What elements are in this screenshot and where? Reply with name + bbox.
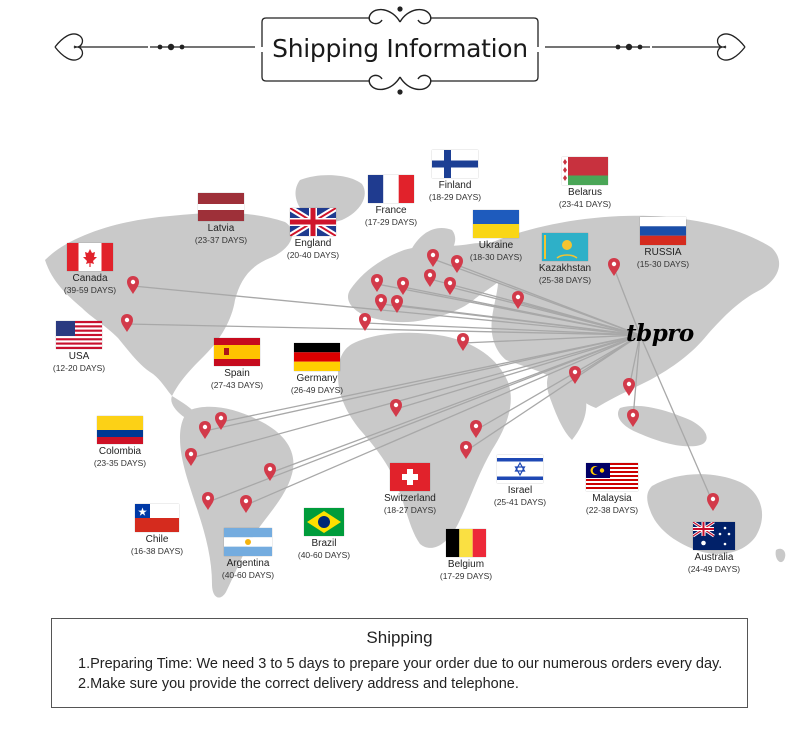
header — [0, 0, 800, 100]
country-name: Chile — [145, 534, 169, 545]
country-name: Switzerland — [384, 493, 436, 504]
delivery-days: (23-37 DAYS) — [194, 235, 248, 245]
delivery-days: (24-49 DAYS) — [687, 564, 741, 574]
country-name: Brazil — [311, 538, 337, 549]
country-usa — [24, 321, 134, 374]
country-name: Finland — [438, 180, 472, 191]
shipping-note-1: 1.Preparing Time: We need 3 to 5 days to prepare your order due to our numerous orders every day. — [78, 656, 723, 672]
map-pin-icon — [623, 378, 635, 396]
delivery-days: (26-49 DAYS) — [290, 385, 344, 395]
belgium-flag-icon — [446, 529, 486, 557]
country-name: USA — [68, 351, 90, 362]
delivery-days: (16-38 DAYS) — [130, 546, 184, 556]
country-name: Latvia — [207, 223, 235, 234]
country-australia — [659, 522, 769, 575]
delivery-days: (22-38 DAYS) — [585, 505, 639, 515]
delivery-days: (17-29 DAYS) — [439, 571, 493, 581]
country-name: Colombia — [98, 446, 142, 457]
france-flag-icon — [368, 175, 414, 203]
country-name: Germany — [296, 373, 338, 384]
delivery-days: (12-20 DAYS) — [52, 363, 106, 373]
shipping-title: Shipping — [366, 628, 433, 647]
delivery-days: (25-41 DAYS) — [493, 497, 547, 507]
argentina-flag-icon — [224, 528, 272, 556]
usa-flag-icon — [56, 321, 102, 349]
russia-flag-icon — [640, 217, 686, 245]
malaysia-flag-icon — [586, 463, 638, 491]
country-name: Malaysia — [592, 493, 632, 504]
delivery-days: (27-43 DAYS) — [210, 380, 264, 390]
country-name: Belarus — [568, 187, 602, 198]
country-argentina — [193, 528, 303, 581]
country-name: Ukraine — [478, 240, 514, 251]
country-belarus — [530, 157, 640, 210]
finland-flag-icon — [432, 150, 478, 178]
israel-flag-icon — [497, 455, 543, 483]
delivery-days: (15-30 DAYS) — [636, 259, 690, 269]
delivery-days: (18-30 DAYS) — [469, 252, 523, 262]
country-name: Australia — [694, 552, 734, 563]
country-belgium — [411, 529, 521, 582]
shipping-note-2: 2.Make sure you provide the correct delivery address and telephone. — [78, 676, 519, 692]
country-germany — [262, 343, 372, 396]
continent-new-zealand — [776, 549, 786, 562]
country-colombia — [65, 416, 175, 469]
country-england — [258, 208, 368, 261]
country-kazakhstan — [510, 233, 620, 286]
delivery-days: (18-27 DAYS) — [383, 505, 437, 515]
switzerland-flag-icon — [390, 463, 430, 491]
kazakhstan-flag-icon — [542, 233, 588, 261]
germany-flag-icon — [294, 343, 340, 371]
australia-flag-icon — [693, 522, 735, 550]
map-pin-icon — [359, 313, 371, 331]
delivery-days: (40-60 DAYS) — [221, 570, 275, 580]
chile-flag-icon — [135, 504, 179, 532]
country-name: Kazakhstan — [538, 263, 592, 274]
belarus-flag-icon — [562, 157, 608, 185]
brazil-flag-icon — [304, 508, 344, 536]
delivery-days: (39-59 DAYS) — [63, 285, 117, 295]
page-title: Shipping Information — [272, 34, 528, 63]
latvia-flag-icon — [198, 193, 244, 221]
brand-logo: tbpro — [626, 320, 694, 347]
country-malaysia — [557, 463, 667, 516]
delivery-days: (23-35 DAYS) — [93, 458, 147, 468]
country-name: Argentina — [226, 558, 270, 569]
country-name: RUSSIA — [644, 247, 682, 258]
country-russia — [608, 217, 718, 270]
shipping-info-box — [51, 618, 748, 708]
spain-flag-icon — [214, 338, 260, 366]
canada-flag-icon — [67, 243, 113, 271]
country-name: Spain — [224, 368, 250, 379]
country-canada — [35, 243, 145, 296]
country-name: England — [294, 238, 332, 249]
delivery-days: (20-40 DAYS) — [286, 250, 340, 260]
country-name: Israel — [507, 485, 533, 496]
country-name: Canada — [72, 273, 108, 284]
delivery-days: (25-38 DAYS) — [538, 275, 592, 285]
delivery-days: (17-29 DAYS) — [364, 217, 418, 227]
colombia-flag-icon — [97, 416, 143, 444]
country-name: France — [375, 205, 407, 216]
uk-flag-icon — [290, 208, 336, 236]
delivery-days: (40-60 DAYS) — [297, 550, 351, 560]
delivery-days: (18-29 DAYS) — [428, 192, 482, 202]
delivery-days: (23-41 DAYS) — [558, 199, 612, 209]
country-name: Belgium — [447, 559, 485, 570]
